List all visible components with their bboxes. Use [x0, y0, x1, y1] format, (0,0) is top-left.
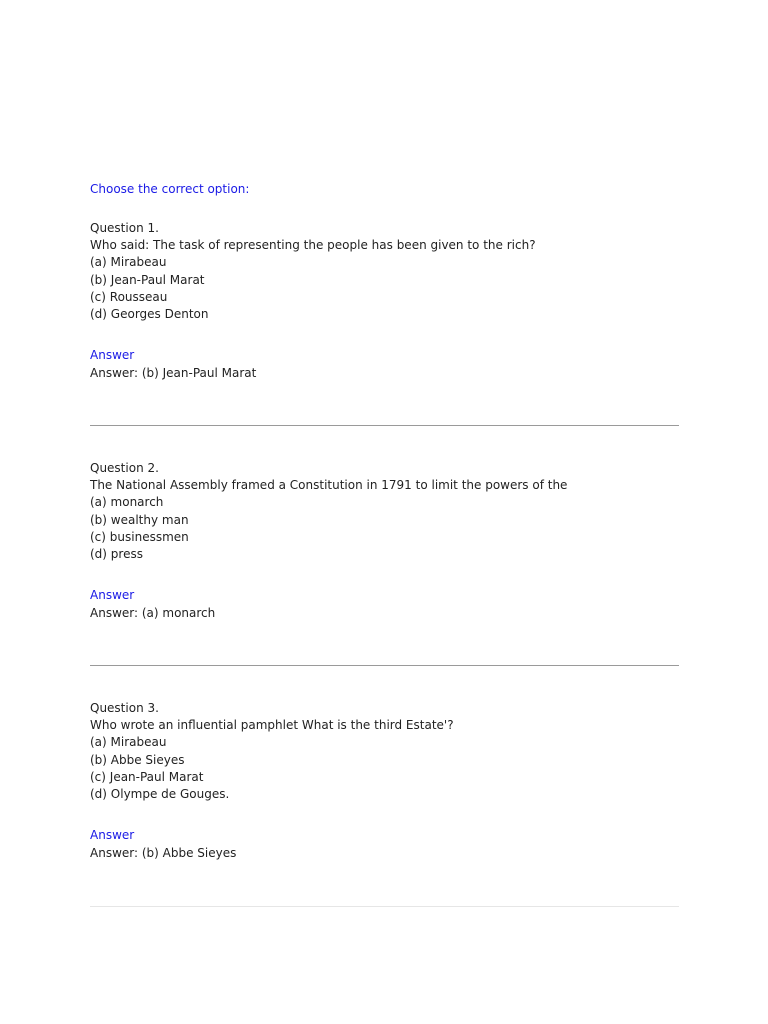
- option-c: (c) businessmen: [90, 529, 189, 544]
- option-c: (c) Rousseau: [90, 289, 168, 304]
- question-text: The National Assembly framed a Constitution in 1791 to limit the powers of the: [90, 478, 568, 493]
- answer-toggle-link[interactable]: Answer: [90, 348, 135, 363]
- instruction-text: Choose the correct option:: [90, 182, 250, 196]
- question-heading: Question 3.: [90, 701, 159, 715]
- question-block-3: [90, 700, 454, 862]
- option-a: (a) Mirabeau: [90, 255, 167, 270]
- option-d: (d) Georges Denton: [90, 307, 209, 322]
- option-d: (d) press: [90, 547, 143, 562]
- question-block-1: [90, 220, 536, 382]
- question-heading: Question 1.: [90, 221, 159, 235]
- option-b: (b) Abbe Sieyes: [90, 752, 185, 767]
- divider: [90, 906, 679, 907]
- question-text: Who wrote an influential pamphlet What is the third Estate'?: [90, 718, 454, 733]
- answer-text: Answer: (b) Abbe Sieyes: [90, 846, 237, 861]
- divider: [90, 665, 679, 666]
- question-heading: Question 2.: [90, 461, 159, 475]
- question-block-2: [90, 460, 567, 622]
- option-d: (d) Olympe de Gouges.: [90, 787, 230, 802]
- option-c: (c) Jean-Paul Marat: [90, 769, 204, 784]
- question-text: Who said: The task of representing the people has been given to the rich?: [90, 238, 536, 253]
- option-a: (a) Mirabeau: [90, 735, 167, 750]
- quiz-content: [90, 180, 679, 861]
- option-b: (b) Jean-Paul Marat: [90, 272, 205, 287]
- option-b: (b) wealthy man: [90, 512, 189, 527]
- answer-text: Answer: (a) monarch: [90, 606, 216, 621]
- answer-text: Answer: (b) Jean-Paul Marat: [90, 366, 257, 381]
- divider: [90, 425, 679, 426]
- answer-toggle-link[interactable]: Answer: [90, 588, 135, 603]
- answer-toggle-link[interactable]: Answer: [90, 828, 135, 843]
- option-a: (a) monarch: [90, 495, 164, 510]
